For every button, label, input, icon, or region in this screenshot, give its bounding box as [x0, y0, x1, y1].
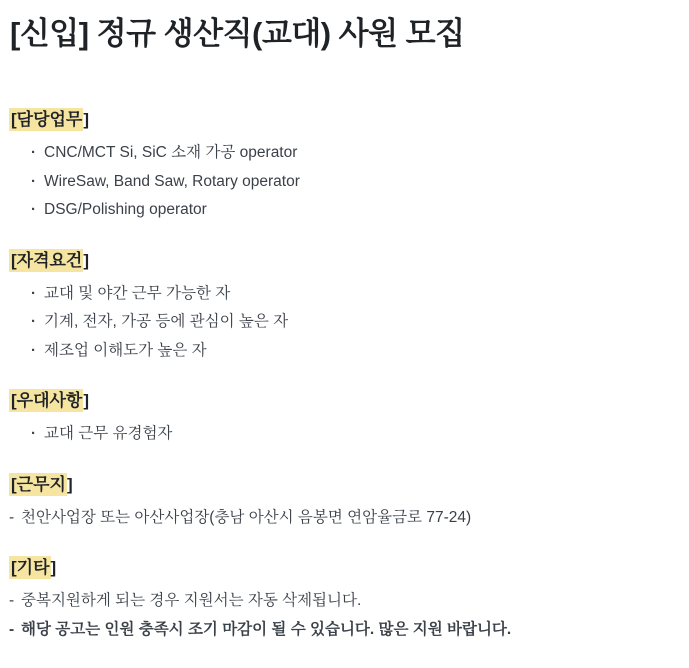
bullet-marker: · — [31, 172, 36, 190]
bullet-item — [9, 337, 665, 366]
item-text: 교대 근무 유경험자 — [44, 425, 173, 442]
bullet-marker: · — [31, 341, 36, 359]
section-items — [9, 280, 665, 366]
bullet-item — [9, 139, 665, 168]
dash-item — [9, 504, 665, 533]
section-heading-highlight: [우대사항 — [11, 391, 83, 410]
item-text: CNC/MCT Si, SiC 소재 가공 operator — [44, 144, 298, 161]
bullet-item — [9, 280, 665, 309]
bullet-item — [9, 168, 665, 197]
section-items — [9, 587, 665, 644]
dash-marker: - — [9, 620, 15, 638]
section-heading-highlight: [근무지 — [11, 474, 66, 494]
bullet-marker: · — [31, 144, 36, 161]
section-work-location — [9, 475, 665, 533]
item-text: 해당 공고는 인원 충족시 조기 마감이 될 수 있습니다. 많은 지원 바랍니다. — [21, 620, 512, 638]
dash-item — [9, 616, 665, 645]
item-text: 제조업 이해도가 높은 자 — [44, 341, 207, 359]
item-text: 중복지원하게 되는 경우 지원서는 자동 삭제됩니다. — [21, 592, 362, 609]
section-responsibilities — [9, 110, 665, 225]
item-text: 교대 및 야간 근무 가능한 자 — [44, 284, 231, 302]
section-items — [9, 420, 665, 449]
dash-item — [9, 587, 665, 616]
bullet-item — [9, 308, 665, 337]
section-heading — [9, 558, 665, 578]
section-heading — [9, 475, 665, 495]
bullet-item — [9, 420, 665, 449]
section-preferred — [9, 391, 665, 449]
section-heading-highlight: [기타 — [11, 558, 50, 577]
section-heading — [9, 110, 665, 130]
section-heading-bracket: ] — [66, 474, 73, 494]
section-heading — [9, 251, 665, 271]
section-heading-bracket: ] — [83, 391, 90, 410]
section-heading-bracket: ] — [83, 250, 90, 270]
item-text: 천안사업장 또는 아산사업장(충남 아산시 음봉면 연암율금로 77-24) — [21, 508, 472, 526]
section-etc — [9, 558, 665, 644]
bullet-marker: · — [31, 425, 36, 442]
bullet-item — [9, 196, 665, 225]
section-items — [9, 504, 665, 533]
page-title: [신입] 정규 생산직(교대) 사원 모집 — [10, 16, 465, 51]
bullet-marker: · — [31, 284, 36, 302]
item-text: DSG/Polishing operator — [44, 201, 207, 218]
item-text: 기계, 전자, 가공 등에 관심이 높은 자 — [44, 313, 289, 330]
bullet-marker: · — [31, 313, 36, 330]
bullet-marker: · — [31, 201, 36, 218]
section-heading — [9, 391, 665, 411]
dash-marker: - — [9, 592, 15, 609]
section-items — [9, 139, 665, 225]
section-heading-bracket: ] — [50, 558, 57, 577]
section-heading-highlight: [담당업무 — [11, 110, 83, 129]
item-text: WireSaw, Band Saw, Rotary operator — [44, 172, 300, 190]
section-qualifications — [9, 251, 665, 366]
section-heading-bracket: ] — [83, 110, 90, 129]
sections — [9, 110, 665, 644]
section-heading-highlight: [자격요건 — [11, 250, 83, 270]
dash-marker: - — [9, 508, 15, 526]
